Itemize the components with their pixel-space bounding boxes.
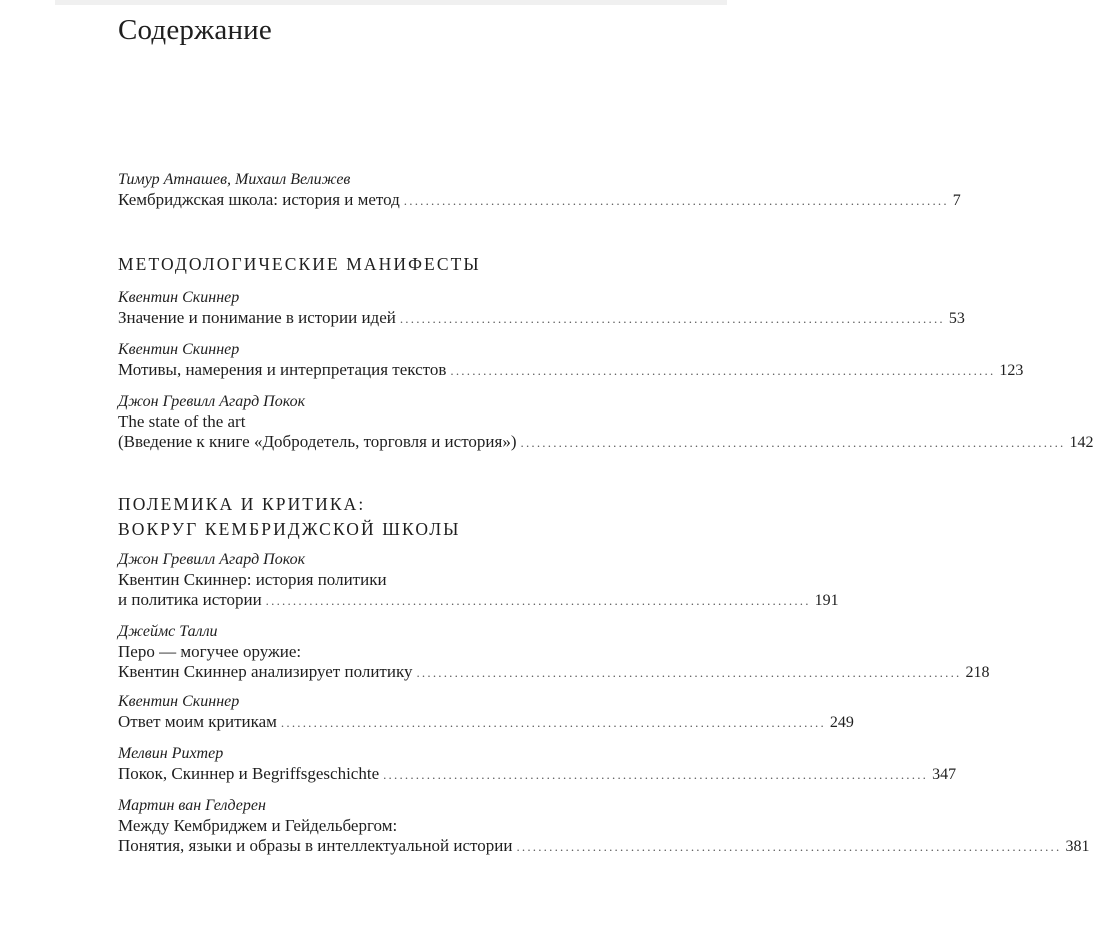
toc-line[interactable] [118, 712, 854, 732]
page-title: Содержание [118, 14, 272, 46]
entry-author: Тимур Атнашев, Михаил Велижев [118, 171, 351, 188]
entry-author: Джеймс Талли [118, 623, 218, 640]
section-heading: МЕТОДОЛОГИЧЕСКИЕ МАНИФЕСТЫ [118, 254, 481, 274]
toc-line[interactable] [118, 570, 658, 590]
page-number: 142 [1069, 434, 1094, 451]
page-number: 191 [814, 592, 839, 609]
toc-line[interactable] [118, 360, 1024, 380]
top-edge [55, 0, 727, 5]
toc-line[interactable] [118, 642, 658, 662]
dot-leader: .................................................................................................... [265, 593, 811, 608]
entry-author: Джон Гревилл Агард Покок [118, 551, 306, 568]
toc-entry [118, 288, 965, 328]
dot-leader: .................................................................................................... [516, 839, 1062, 854]
toc-entry [118, 550, 839, 610]
page-number: 7 [952, 192, 961, 209]
page-number: 347 [932, 766, 957, 783]
dot-leader: .................................................................................................... [403, 193, 949, 208]
entry-title: Квентин Скиннер анализирует политику [118, 662, 413, 681]
entry-title: Перо — могучее оружие: [118, 642, 302, 661]
toc-entry [118, 796, 1090, 856]
entry-title: Ответ моим критикам [118, 712, 277, 731]
toc-line[interactable] [118, 764, 957, 784]
entry-title: Кембриджская школа: история и метод [118, 190, 400, 209]
page-number: 123 [999, 362, 1024, 379]
entry-author: Квентин Скиннер [118, 341, 240, 358]
entry-author: Квентин Скиннер [118, 693, 240, 710]
entry-title: Квентин Скиннер: история политики [118, 570, 387, 589]
toc-line[interactable] [118, 190, 961, 210]
toc-line[interactable] [118, 432, 1094, 452]
entry-title: Понятия, языки и образы в интеллектуальной истории [118, 836, 513, 855]
toc-entry [118, 170, 961, 210]
dot-leader: .................................................................................................... [416, 665, 962, 680]
toc-line[interactable] [118, 836, 1090, 856]
toc-entry [118, 622, 990, 682]
toc-line[interactable] [118, 412, 658, 432]
section-heading-line: ПОЛЕМИКА И КРИТИКА: [118, 494, 366, 514]
page-number: 218 [965, 664, 990, 681]
dot-leader: .................................................................................................... [520, 435, 1066, 450]
entry-title: Покок, Скиннер и Begriffsgeschichte [118, 764, 380, 783]
toc-line[interactable] [118, 816, 658, 836]
page-number: 53 [948, 310, 965, 327]
entry-author: Квентин Скиннер [118, 289, 240, 306]
dot-leader: .................................................................................................... [450, 363, 996, 378]
entry-title: Между Кембриджем и Гейдельбергом: [118, 816, 398, 835]
dot-leader: .................................................................................................... [280, 715, 826, 730]
toc-line[interactable] [118, 662, 990, 682]
toc-entry [118, 340, 1024, 380]
toc-line[interactable] [118, 308, 965, 328]
toc-line[interactable] [118, 590, 839, 610]
section-heading [118, 492, 658, 542]
entry-author: Джон Гревилл Агард Покок [118, 393, 306, 410]
page-number: 249 [829, 714, 854, 731]
entry-title: (Введение к книге «Добродетель, торговля и история») [118, 432, 517, 451]
section-heading-line: ВОКРУГ КЕМБРИДЖСКОЙ ШКОЛЫ [118, 519, 461, 539]
dot-leader: .................................................................................................... [383, 767, 929, 782]
entry-author: Мелвин Рихтер [118, 745, 224, 762]
entry-title: Значение и понимание в истории идей [118, 308, 396, 327]
entry-author: Мартин ван Гелдерен [118, 797, 266, 814]
entry-title: и политика истории [118, 590, 262, 609]
toc-entry [118, 392, 1094, 452]
toc-entry [118, 692, 854, 732]
toc-entry [118, 744, 957, 784]
dot-leader: .................................................................................................... [399, 311, 945, 326]
entry-title: Мотивы, намерения и интерпретация текстов [118, 360, 447, 379]
entry-title: The state of the art [118, 412, 246, 431]
page-number: 381 [1065, 838, 1090, 855]
